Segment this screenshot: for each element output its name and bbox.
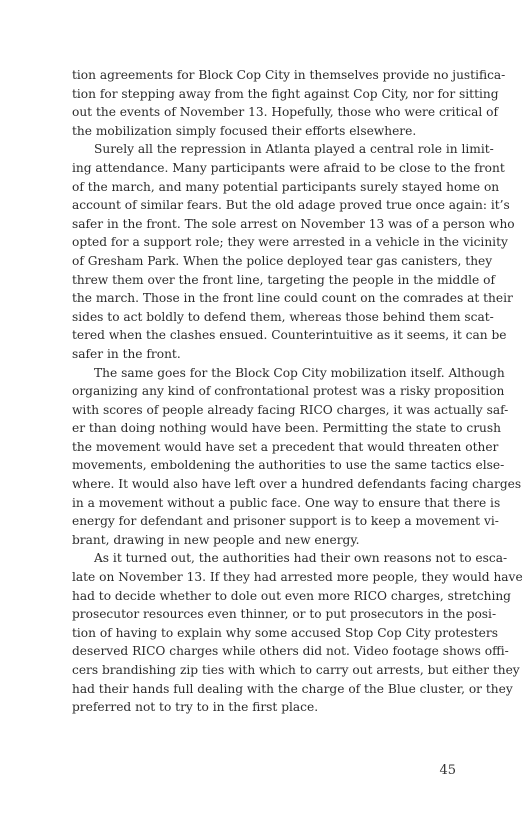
text-line: The same goes for the Block Cop City mobilization itself. Although	[94, 365, 505, 380]
text-line: threw them over the front line, targeting the people in the middle of	[72, 272, 495, 287]
text-line: tion for stepping away from the fight against Cop City, nor for sitting	[72, 86, 499, 101]
text-line: of Gresham Park. When the police deployed tear gas canisters, they	[72, 253, 493, 268]
text-line: safer in the front.	[72, 346, 181, 361]
text-line: ing attendance. Many participants were afraid to be close to the front	[72, 160, 505, 175]
text-line: brant, drawing in new people and new energy.	[72, 532, 360, 547]
text-line: of the march, and many potential participants surely stayed home on	[72, 179, 500, 194]
text-line: tered when the clashes ensued. Counterintuitive as it seems, it can be	[72, 328, 507, 343]
text-line: Surely all the repression in Atlanta played a central role in limit-	[94, 142, 494, 157]
text-line: account of similar fears. But the old adage proved true once again: it’s	[72, 198, 510, 213]
text-line: the movement would have set a precedent that would threaten other	[72, 439, 499, 454]
text-line: had to decide whether to dole out even more RICO charges, stretching	[72, 588, 511, 603]
text-line: cers brandishing zip ties with which to carry out arrests, but either they	[72, 663, 520, 677]
paragraph	[72, 140, 515, 363]
text-line: movements, emboldening the authorities to use the same tactics else-	[72, 458, 505, 473]
text-line: tion of having to explain why some accused Stop Cop City protesters	[72, 625, 498, 640]
text-line: the march. Those in the front line could count on the comrades at their	[72, 291, 513, 306]
text-line: the mobilization simply focused their efforts elsewhere.	[72, 123, 417, 138]
text-line: preferred not to try to in the first place.	[72, 700, 319, 715]
text-line: late on November 13. If they had arrested more people, they would have	[72, 570, 523, 585]
text-line: tion agreements for Block Cop City in themselves provide no justifica-	[72, 68, 506, 82]
paragraph	[72, 66, 506, 140]
text-line: energy for defendant and prisoner support is to keep a movement vi-	[72, 514, 499, 529]
text-line: in a movement without a public face. One way to ensure that there is	[72, 495, 501, 510]
page-number: 45	[439, 763, 456, 778]
text-line: out the events of November 13. Hopefully, those who were critical of	[72, 105, 499, 120]
paragraph	[72, 549, 523, 716]
text-line: er than doing nothing would have been. Permitting the state to crush	[72, 421, 501, 436]
text-line: deserved RICO charges while others did not. Video footage shows offi-	[72, 644, 509, 659]
text-line: sides to act boldly to defend them, whereas those behind them scat-	[72, 309, 494, 324]
text-line: where. It would also have left over a hundred defendants facing charges	[72, 477, 522, 492]
text-line: had their hands full dealing with the charge of the Blue cluster, or they	[72, 681, 513, 696]
text-line: organizing any kind of confrontational protest was a risky proposition	[72, 384, 505, 399]
paragraph	[72, 364, 522, 550]
page-body	[72, 66, 523, 717]
text-line: opted for a support role; they were arrested in a vehicle in the vicinity	[72, 235, 508, 250]
text-line: prosecutor resources even thinner, or to put prosecutors in the posi-	[72, 607, 497, 622]
text-line: As it turned out, the authorities had their own reasons not to esca-	[94, 551, 508, 566]
text-line: with scores of people already facing RICO charges, it was actually saf-	[72, 402, 509, 417]
text-line: safer in the front. The sole arrest on November 13 was of a person who	[72, 216, 515, 231]
